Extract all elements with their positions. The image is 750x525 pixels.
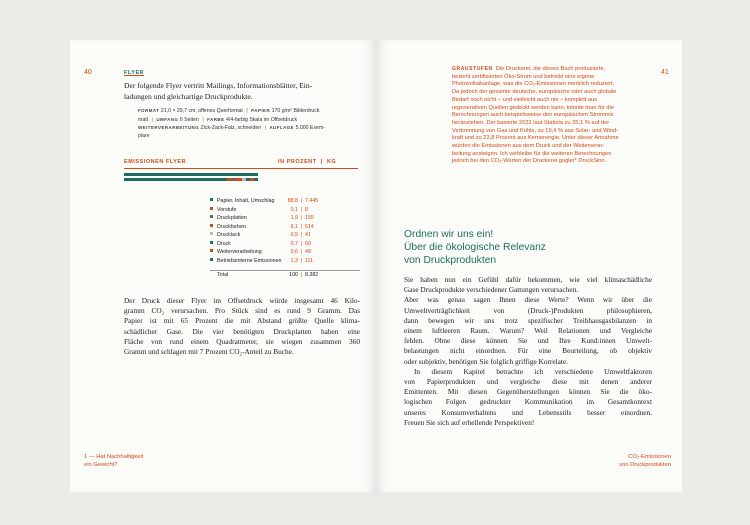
- sidenote-line: bezieht zertifizierten Öko-Strom und betreibt eine eigene: [452, 73, 595, 80]
- page-number-left: 40: [84, 69, 92, 76]
- chapter-heading: [404, 229, 546, 267]
- body-line: oder subjektiv, benötigen Sie folglich griffige Korrelate.: [404, 356, 568, 366]
- legend-row: [210, 231, 360, 240]
- body-line: unseres Konsumverhaltens und Lebensstils besser einordnen.: [404, 407, 652, 417]
- footer-left: [84, 454, 143, 469]
- legend-kg: 7.445: [305, 198, 319, 204]
- spec-key: AUFLAGE: [269, 125, 295, 131]
- section-label-graustufen: GRAUSTUFEN: [452, 66, 493, 72]
- footer-line: 1 — Hat Nachhaltigkeit: [84, 454, 144, 460]
- legend-swatch: [210, 258, 213, 261]
- spec-key: WEITERVERARBEITUNG: [138, 125, 200, 131]
- body-line: Der Druck dieser Flyer im Offsetdruck würde insgesamt 46 Kilo-: [124, 296, 360, 305]
- bar-segment: [235, 178, 242, 181]
- legend-label: Druckplatten: [217, 215, 247, 221]
- sidenote-line: beitung ansteigen. Ich verbleibe für die weiteren Berechnungen: [452, 150, 612, 157]
- legend-kg: 8: [305, 206, 308, 213]
- footer-line: CO₂-Emissionen: [628, 454, 671, 460]
- legend-divider: |: [301, 257, 303, 264]
- legend-row: [210, 240, 360, 249]
- table-units: IN PROZENT | KG: [278, 159, 337, 165]
- heading-line: Über die ökologische Relevanz: [404, 241, 546, 253]
- legend-percent: 6,1: [290, 223, 298, 230]
- spec-value: 4/4-farbig Skala im Offsetdruck: [226, 116, 298, 123]
- legend-label: Druckfarben: [217, 223, 246, 230]
- body-line: Gase Druckprodukte verschiedener Gattungen verursachen.: [404, 285, 579, 295]
- sidenote-line: regenerativen Quellen gedeckt werden kann, könnte man für die: [452, 104, 614, 111]
- legend-swatch: [210, 224, 213, 227]
- legend-label: Drucklack: [217, 232, 241, 238]
- legend-kg: 111: [305, 257, 314, 264]
- legend-total-row: [210, 270, 360, 280]
- body-text-right: [404, 275, 652, 428]
- sidenote-column: [452, 66, 652, 166]
- body-line: Emittenten. Mit diesen Gegenüberstellungen können Sie die öko-: [404, 387, 652, 397]
- heading-line: von Druckprodukten: [404, 254, 497, 266]
- spec-value: matt: [138, 116, 149, 123]
- sidenote-line: heranziehen. Der basierte 2022 laut Statista zu 35,1 % auf der: [452, 119, 610, 126]
- sidenote-line: kraft und zu 23,8 Prozent aus Kernenergie. Unter dieser Annahme: [452, 135, 619, 142]
- legend-divider: |: [301, 240, 303, 247]
- legend-divider: |: [301, 223, 303, 230]
- body-line: Fläche von rund einem Quadratmeter, sie wiegen zusammen 360: [124, 336, 360, 346]
- spec-value: plare: [138, 132, 150, 139]
- page-number-right: 41: [661, 69, 669, 76]
- body-line: fehlen. Ohne diese können Sie und Ihre Kund:innen Umwelt-: [404, 336, 652, 346]
- legend-divider: |: [301, 215, 303, 221]
- sidenote-line: Da jedoch der gesamte deutsche, europäische oder auch globale: [452, 89, 617, 96]
- spec-value: 21,0 × 29,7 cm, offenes Querformat: [160, 108, 243, 114]
- legend-percent: 0,1: [290, 206, 298, 213]
- left-page: [70, 40, 376, 492]
- legend-kg: 41: [305, 232, 311, 238]
- body-line: dann bewegen wir uns trotz spezifischer Treibhausgasbilanzen in: [404, 315, 652, 325]
- body-line: In diesem Kapitel betrachte ich verschiedene Umweltfaktoren: [414, 366, 652, 376]
- sidenote-line: Berechnungen auch beispielsweise den europäischen Strommix: [452, 112, 614, 119]
- legend-label: Weiterverarbeitung: [217, 249, 262, 255]
- legend-row: [210, 206, 360, 215]
- legend-row: [210, 197, 360, 206]
- bar-segment: [254, 178, 258, 181]
- sidenote-line: Bedarf noch nicht – und vielleicht auch nie – komplett aus: [452, 96, 598, 103]
- body-line: Aber was genau sagen Ihnen diese Werte? Wenn wir über die: [404, 295, 652, 305]
- legend-divider: |: [301, 272, 303, 278]
- legend-row: [210, 214, 360, 223]
- body-line: Papier ist mit 65 Prozent die mit Abstand größte Quelle klima-: [124, 316, 360, 326]
- legend-row: [210, 223, 360, 232]
- total-percent: 100: [289, 272, 298, 278]
- legend-swatch: [210, 198, 213, 201]
- table-title: EMISSIONEN FLYER: [124, 159, 187, 165]
- spec-value: 6 Seiten: [179, 116, 199, 123]
- legend-swatch: [210, 215, 213, 218]
- spec-key: FORMAT: [138, 108, 160, 113]
- legend-label: Papier, Inhalt, Umschlag: [217, 198, 275, 204]
- stacked-bar-chart: [124, 173, 258, 183]
- legend-swatch: [210, 249, 213, 252]
- section-label-flyer: FLYER: [124, 70, 145, 76]
- legend-percent: 1,9: [290, 215, 298, 221]
- spec-value: 170 g/m² Bilderdruck: [271, 108, 320, 114]
- legend-percent: 0,5: [290, 232, 298, 238]
- heading-line: Ordnen wir uns ein!: [404, 229, 494, 240]
- legend-divider: |: [301, 198, 303, 204]
- body-line: belastungen nicht einordnen. Für eine Beurteilung, ob objektiv: [404, 346, 652, 356]
- legend-row: [210, 257, 360, 266]
- sidenote-line: Die Druckerei, die dieses Buch produzierte,: [495, 66, 606, 72]
- legend-kg: 60: [305, 240, 311, 247]
- legend-label: Druck: [217, 240, 231, 247]
- footer-line: von Druckprodukten: [619, 461, 671, 468]
- legend-kg: 48: [305, 249, 311, 255]
- sidenote-line: Photovoltaikanlage, was die CO₂-Emissionen merklich reduziert.: [452, 81, 615, 88]
- intro-line: ladungen und gleichartige Druckprodukte.: [124, 91, 253, 101]
- body-line: schädlicher Gase. Die vier benötigten Druckplatten haben eine: [124, 326, 360, 336]
- body-line: einem luftleeren Raum. Warum? Weil Relationen und Vergleiche: [404, 326, 652, 336]
- spec-block: FORMAT 21,0 × 29,7 cm, offenes Querformat | PAPIER 170 g/m² Bilderdruck matt | UMFANG 6 Seiten | FARBE 4/4-farbig Skala im Offsetdruck WEITERVERARBEITUNG Zick-Zack-Falz, schneiden | AUFLAGE 5.000 Exem- plare: [138, 108, 325, 139]
- spec-value: Zick-Zack-Falz, schneiden: [200, 125, 262, 132]
- spec-key: FARBE: [207, 116, 225, 122]
- footer-right: [576, 454, 671, 469]
- open-book: [70, 40, 682, 492]
- sidenote-line: Verbrennung von Gas und Kohle, zu 19,4 % aus Solar- und Wind-: [452, 127, 618, 134]
- legend-swatch: [210, 241, 213, 244]
- legend-percent: 0,6: [290, 249, 298, 255]
- footer-line: ein Gewicht?: [84, 461, 118, 468]
- sidenote-line: jedoch bei den CO₂-Werten der Druckerei gugler* DruckSinn.: [452, 158, 607, 165]
- body-line: Freuen Sie sich auf erhellende Perspektiven!: [404, 417, 535, 427]
- spec-key: UMFANG: [156, 116, 179, 122]
- legend-swatch: [210, 207, 213, 210]
- emissions-legend: [210, 197, 360, 277]
- legend-divider: |: [301, 249, 303, 255]
- legend-label: Betriebsinterne Emissionen: [217, 257, 282, 264]
- total-label: Total: [217, 272, 229, 278]
- legend-divider: |: [301, 232, 303, 238]
- legend-percent: 1,3: [290, 257, 298, 264]
- intro-text: [124, 81, 364, 102]
- legend-kg: 155: [305, 215, 314, 221]
- right-page: [376, 40, 682, 492]
- legend-percent: 0,7: [290, 240, 298, 247]
- legend-divider: |: [301, 206, 303, 213]
- body-text-left: [124, 296, 360, 357]
- spec-value: 5.000 Exem-: [295, 125, 325, 132]
- unit-percent: IN PROZENT: [278, 159, 317, 165]
- body-line: Umweltverträglichkeit von (Druck-)Produkten philosophieren,: [404, 305, 652, 315]
- table-header-rule: [124, 168, 358, 169]
- body-line: Sie haben nun ein Gefühl dafür bekommen, wie viel klimaschädliche: [404, 275, 652, 284]
- body-line: logischen Folgen gedruckter Kommunikation im Gesamtkontext: [404, 397, 652, 407]
- bar-segment: [124, 178, 227, 181]
- legend-row: [210, 248, 360, 257]
- sidenote-line: würden die Emissionen aus dem Druck und der Weiterverar-: [452, 143, 605, 150]
- total-bar: [124, 173, 258, 176]
- unit-kg: KG: [326, 159, 337, 165]
- legend-percent: 88,8: [287, 198, 298, 204]
- legend-label: Vorstufe: [217, 206, 237, 213]
- total-kg: 8.382: [305, 272, 319, 278]
- intro-line: Der folgende Flyer vertritt Mailings, Informationsblätter, Ein-: [124, 81, 313, 90]
- body-line: gramm CO₂ verursachen. Pro Stück sind es rund 9 Gramm. Das: [124, 306, 360, 316]
- body-line: von Papierprodukten und vergleiche diese mit denen anderer: [404, 377, 652, 387]
- spec-key: PAPIER: [251, 108, 271, 113]
- legend-swatch: [210, 232, 213, 235]
- body-line: Gramm und schlagen mit 7 Prozent CO₂-Anteil zu Buche.: [124, 347, 294, 357]
- legend-kg: 514: [305, 223, 314, 230]
